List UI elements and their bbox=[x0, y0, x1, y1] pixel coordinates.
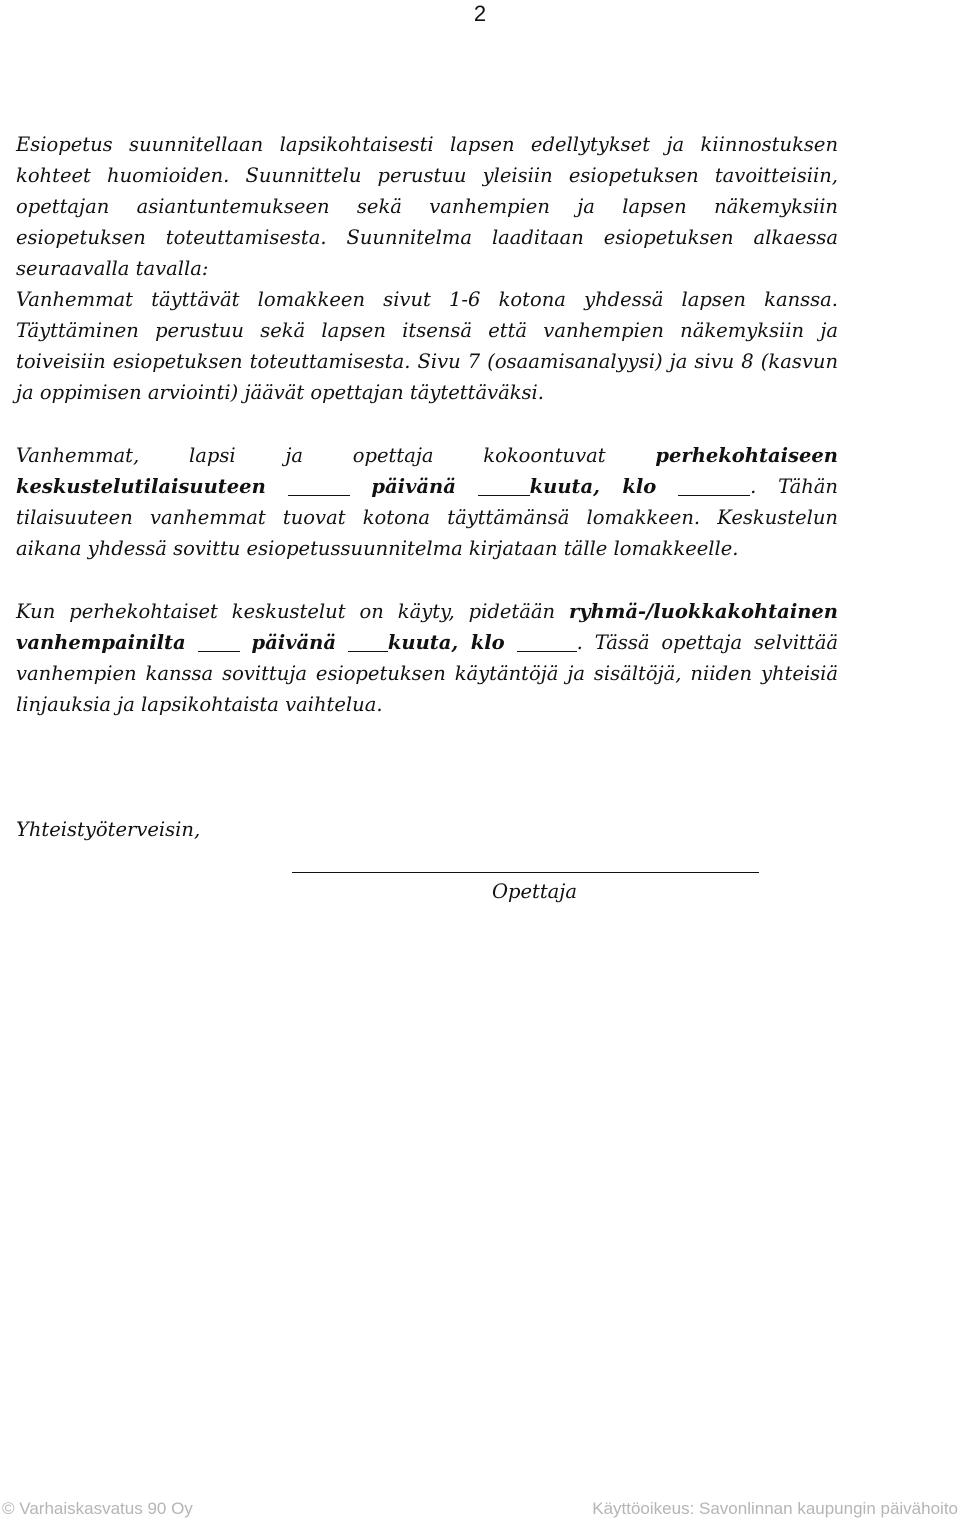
page-number: 2 bbox=[473, 1, 487, 26]
group-month-blank[interactable] bbox=[348, 632, 388, 653]
meeting-day-blank[interactable] bbox=[288, 476, 350, 497]
signature-label: Opettaja bbox=[492, 880, 577, 903]
parents-instructions-paragraph: Vanhemmat täyttävät lomakkeen sivut 1-6 kotona yhdessä lapsen kanssa. Täyttäminen perustuu sekä lapsen itsensä että vanhempien näkemyksiin ja toiveisiin esiopetuksen toteuttamisesta. Sivu 7 (osaamisanalyysi) ja sivu 8 (kasvun ja oppimisen arviointi) jäävät opettajan täytettäväksi. bbox=[16, 288, 838, 404]
intro-paragraph: Esiopetus suunnitellaan lapsikohtaisesti lapsen edellytykset ja kiinnostuksen kohteet huomioiden. Suunnittelu perustuu yleisiin esiopetuksen tavoitteisiin, opettajan asiantuntemukseen sekä vanhempien ja lapsen näkemyksiin esiopetuksen toteuttamisesta. Suunnitelma laaditaan esiopetuksen alkaessa seuraavalla tavalla: bbox=[16, 133, 838, 280]
footer-license: Käyttöoikeus: Savonlinnan kaupungin päivähoito bbox=[592, 1499, 958, 1518]
group-time-blank[interactable] bbox=[517, 632, 577, 653]
meeting-day-label: päivänä bbox=[371, 475, 456, 498]
group-day-blank[interactable] bbox=[198, 632, 240, 653]
meeting-lead-text: Vanhemmat, lapsi ja opettaja kokoontuvat bbox=[16, 444, 606, 467]
group-day-label: päivänä bbox=[251, 631, 336, 654]
meeting-month-label: kuuta, klo bbox=[529, 475, 657, 498]
group-tail-text: . Tässä opettaja selvittää vanhempien kanssa sovittuja esiopetuksen käytäntöjä ja sisältöjä, niiden yhteisiä linjauksia ja lapsikohtaista vaihtelua. bbox=[16, 631, 838, 716]
group-event-bold: ryhmä-/luokkakohtainen vanhempainilta bbox=[16, 600, 838, 654]
group-month-label: kuuta, klo bbox=[387, 631, 505, 654]
footer-copyright: © Varhaiskasvatus 90 Oy bbox=[2, 1499, 193, 1518]
meeting-month-blank[interactable] bbox=[478, 476, 530, 497]
family-meeting-paragraph bbox=[16, 440, 838, 564]
meeting-time-blank[interactable] bbox=[678, 476, 750, 497]
group-evening-paragraph bbox=[16, 596, 838, 720]
meeting-event-bold: perhekohtaiseen keskustelutilaisuuteen bbox=[16, 444, 838, 498]
closing-greeting: Yhteistyöterveisin, bbox=[16, 818, 201, 841]
meeting-tail-text: . Tähän tilaisuuteen vanhemmat tuovat kotona täyttämänsä lomakkeen. Keskustelun aikana yhdessä sovittu esiopetussuunnitelma kirjataan tälle lomakkeelle. bbox=[16, 475, 838, 560]
signature-line[interactable] bbox=[292, 872, 759, 873]
group-lead-text: Kun perhekohtaiset keskustelut on käyty, pidetään bbox=[16, 600, 556, 623]
